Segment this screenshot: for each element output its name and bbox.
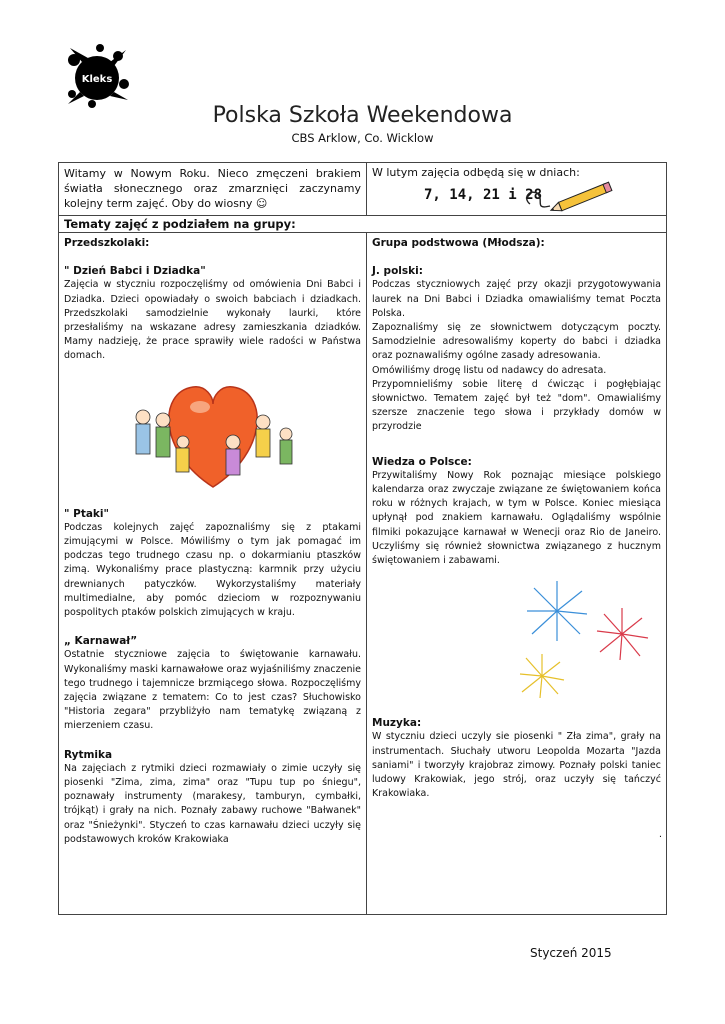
- left-column: [59, 233, 367, 915]
- kleks-logo: [62, 40, 132, 110]
- section-text: Podczas kolejnych zajęć zapoznaliśmy się z ptakami zimującymi w Polsce. Mówiliśmy o tym jak pomagać im podczas tego trudnego czasu np. o dokarmianiu ptaszków zimą. Wykonaliśmy prace plastyczną: karmnik przy użyciu drewnianych patyczków. Wykorzystaliśmy materiały multimedialne, aby pomóc dzieciom w rozpoznywaniu pospolitych ptaków polskich zimujących w kraju.: [64, 521, 361, 619]
- section-title: Rytmika: [64, 748, 113, 761]
- group-heading-primary: Grupa podstwowa (Młodsza):: [372, 237, 545, 249]
- welcome-text: Witamy w Nowym Roku. Nieco zmęczeni brakiem światła słonecznego oraz zmarznięci zaczynamy kolejny term zajęć. Oby do wiosny ☺: [64, 167, 361, 210]
- section-text: Zajęcia w styczniu rozpoczęliśmy od omówienia Dni Babci i Dziadka. Dzieci opowiadały o swoich babciach i dziadkach. Przedszkolaki samodzielnie wykonały laurki, które przesłaliśmy na wskazane adresy zamieszkania dziadków. Mamy nadzieję, że prace sprawiły wiele radości w Państwa domach.: [64, 279, 361, 362]
- newsletter-table: [58, 162, 667, 915]
- section-text: Zapoznaliśmy się ze słownictwem dotyczącym poczty. Samodzielnie adresowaliśmy koperty do babci i dziadka oraz poznawaliśmy ogólne zasady adresowania.: [372, 322, 661, 362]
- right-column: [367, 233, 667, 915]
- group-heading-preschool: Przedszkolaki:: [64, 237, 150, 249]
- fireworks-illustration: [502, 576, 652, 706]
- section-text: Przypomnieliśmy sobie literę d ćwicząc i pogłębiając słownictwo. Tematem zajęć był też "dom". Omawialiśmy szersze znaczenie tego słowa i przykłady domów w przyrodzie: [372, 378, 661, 433]
- dates-lead: W lutym zajęcia odbędą się w dniach:: [372, 166, 580, 179]
- page-title: Polska Szkoła Weekendowa: [212, 103, 513, 128]
- logo-text: Kleks: [81, 74, 113, 85]
- section-title: " Dzień Babci i Dziadka": [64, 265, 206, 278]
- welcome-cell: [59, 163, 367, 216]
- dates-value: 7, 14, 21 i 28: [424, 187, 543, 203]
- stray-dot: .: [658, 828, 662, 840]
- section-title: Wiedza o Polsce:: [372, 455, 472, 468]
- dates-cell: [367, 163, 667, 216]
- page-subtitle: CBS Arklow, Co. Wicklow: [291, 131, 434, 145]
- section-text: Na zajęciach z rytmiki dzieci rozmawiały o zimie uczyły się piosenki "Zima, zima, zima" oraz "Tupu tup po śniegu", poznawały instrumenty (marakesy, tamburyn, cymbałki, trójkąt) i grały na nich. Poznały zabawy ruchowe "Bałwanek" oraz "Śnieżynki". Styczeń to czas karnawału dzieci uczyły się podstawowych kroków Krakowiaka: [64, 762, 361, 845]
- section-title: " Ptaki": [64, 507, 109, 520]
- section-text: Podczas styczniowych zajęć przy okazji przygotowywania laurek na Dni Babci i Dziadka omawialiśmy temat Poczta Polska.: [372, 279, 661, 319]
- section-text: Omówiliśmy drogę listu od nadawcy do adresata.: [372, 364, 607, 376]
- section-text: W styczniu dzieci uczyly sie piosenki " Zła zima", grały na instrumentach. Słuchały utworu Leopolda Mozarta "Jazda saniami" i tworzyły krajobraz zimowy. Poznały polski taniec ludowy Krakowiak, jego strój, oraz uczyły się tańczyć Krakowiaka.: [372, 731, 661, 800]
- footer-date: Styczeń 2015: [530, 946, 612, 960]
- section-title: J. polski:: [372, 265, 423, 278]
- heart-family-illustration: [118, 372, 308, 497]
- topics-header: Tematy zajęć z podziałem na grupy:: [59, 216, 667, 233]
- pencil-icon: [520, 176, 620, 214]
- section-title: Muzyka:: [372, 717, 422, 730]
- section-title: „ Karnawał”: [64, 635, 138, 648]
- section-text: Ostatnie styczniowe zajęcia to świętowanie karnawału. Wykonaliśmy maski karnawałowe oraz wyjaśniliśmy znaczenie tego trudnego i tajemnicze brzmiącego słowa. Rozpoczęliśmy zajęcia związane z tematem: Co to jest czas? Słuchowisko "Historia zegara" przybliżyło nam tematykę związaną z mierzeniem czasu.: [64, 649, 361, 732]
- section-text: Przywitaliśmy Nowy Rok poznając miesiące polskiego kalendarza oraz zwyczaje związane ze świętowaniem końca roku w różnych krajach, w tym w Polsce. Koniec miesiąca upłynął pod znakiem karnawału. Oglądaliśmy wspólnie filmiki pokazujące karnawał w Wenecji oraz Rio de Janeiro. Uczyliśmy się również słownictwa związanego z hucznym świętowaniem i zabawami.: [372, 469, 661, 567]
